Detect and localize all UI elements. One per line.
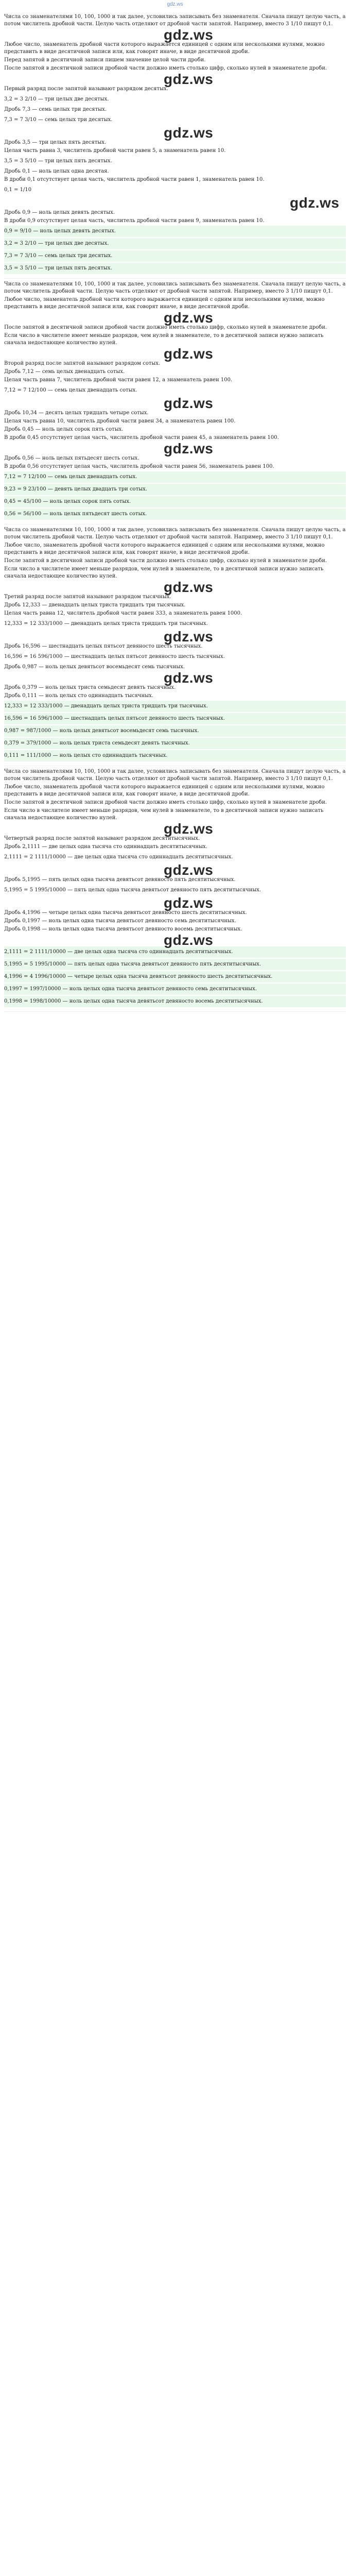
- equation-line: 0,111 = 111/1000 — ноль целых сто одиннадцать тысячных.: [4, 750, 346, 761]
- section-tenths: [4, 11, 346, 279]
- paragraph: Целая часть равна 10, числитель дробной части равен 34, а знаменатель равен 100.: [4, 418, 236, 424]
- paragraph: Целая часть равна 12, числитель дробной части равен 333, а знаменатель равен 1000.: [4, 611, 242, 616]
- paragraph: Числа со знаменателями 10, 100, 1000 и так далее, условились записывать без знаменателя. Сначала пишут целую часть, а потом числитель дробной части. Целую часть отделяют от дробной части запятой. Например, вместо 3 1/10 пишут 0,1.: [4, 769, 346, 782]
- equation-line: 0,987 = 987/1000 — ноль целых девятьсот восемьдесят семь тысячных.: [4, 725, 346, 737]
- equation-line: 0,1998 = 1998/10000 — ноль целых одна тысяча девятьсот девяносто восемь десятитысячных.: [4, 996, 346, 1007]
- equation-line: 16,596 = 16 596/1000 — шестнадцать целых пятьсот девяносто шесть тысячных.: [4, 654, 225, 659]
- paragraph: Если число в числителе имеет меньше разрядов, чем нулей в знаменателе, то в десятичной записи нужно записать сначала недостающее количество нулей.: [4, 333, 324, 346]
- watermark: gdz.ws: [164, 71, 214, 87]
- equation-line: 0,56 = 56/100 — ноль целых пятьдесят шесть сотых.: [4, 509, 346, 520]
- watermark: gdz.ws: [164, 670, 214, 686]
- paragraph: Числа со знаменателями 10, 100, 1000 и так далее, условились записывать без знаменателя. Сначала пишут целую часть, а потом числитель дробной части. Целую часть отделяют от дробной части запятой. Например, вместо 3 1/10 пишут 0,1.: [4, 14, 346, 27]
- top-link[interactable]: gdz.ws: [167, 2, 183, 7]
- paragraph: Любое число, знаменатель дробной части которого выражается единицей с одним или несколькими нулями, можно представить в виде десятичной записи или, как говорят иначе, в виде десятичной дроби.: [4, 42, 325, 55]
- paragraph: Если число в числителе имеет меньше разрядов, чем нулей в знаменателе, то в десятичной записи нужно записать сначала недостающее количество нулей.: [4, 808, 324, 821]
- equation-line: 16,596 = 16 596/1000 — шестнадцать целых пятьсот девяносто шесть тысячных.: [4, 713, 346, 724]
- watermark: gdz.ws: [164, 125, 214, 141]
- equation-line: 0,379 = 379/1000 — ноль целых триста семьдесят девять тысячных.: [4, 738, 346, 749]
- watermark: gdz.ws: [164, 932, 214, 948]
- page: [0, 0, 350, 1015]
- paragraph: Дробь 0,987 — ноль целых девятьсот восемьдесят семь тысячных.: [4, 664, 185, 670]
- paragraph: После запятой в десятичной записи дробной части должно иметь столько цифр, сколько нулей в знаменателе дроби.: [4, 65, 327, 71]
- paragraph: Третий разряд после запятой называют разрядом тысячных.: [4, 594, 171, 600]
- equation-line: 7,3 = 7 3/10 — семь целых три десятых.: [4, 250, 346, 262]
- section-ten-thousandths: [4, 766, 346, 1012]
- watermark: gdz.ws: [164, 821, 214, 837]
- equation-line: 7,12 = 7 12/100 — семь целых двенадцать сотых.: [4, 471, 346, 483]
- paragraph: В дроби 0,45 отсутствует целая часть, числитель дробной части равен 45, а знаменатель равен 100.: [4, 435, 279, 440]
- equation-line: 3,2 = 3 2/10 — три целых две десятых.: [4, 96, 109, 102]
- equation-line: 4,1996 = 4 1996/10000 — четыре целых одна тысяча девятьсот девяносто шесть десятитысячных.: [4, 971, 346, 982]
- paragraph: Четвертый разряд после запятой называют разрядом десятитысячных.: [4, 836, 200, 841]
- equation-line: 0,9 = 9/10 — ноль целых девять десятых.: [4, 226, 346, 237]
- equation-line: 0,1 = 1/10: [4, 187, 32, 193]
- paragraph: Дробь 16,596 — шестнадцать целых пятьсот девяносто шесть тысячных.: [4, 643, 203, 649]
- equation-line: 3,5 = 3 5/10 — три целых пять десятых.: [4, 158, 112, 164]
- paragraph: Дробь 0,56 — ноль целых пятьдесят шесть сотых.: [4, 455, 139, 461]
- watermark: gdz.ws: [164, 862, 214, 878]
- paragraph: Дробь 0,1998 — ноль целых одна тысяча девятьсот девяносто восемь десятитысячных.: [4, 926, 242, 932]
- paragraph: Второй разряд после запятой называют разрядом сотых.: [4, 361, 161, 366]
- paragraph: Дробь 3,5 — три целых пять десятых.: [4, 140, 107, 145]
- watermark: gdz.ws: [164, 895, 214, 911]
- paragraph: Любое число, знаменатель дробной части которого выражается единицей с одним или несколькими нулями, можно представить в виде десятичной записи или, как говорят иначе, в виде десятичной дроби.: [4, 784, 325, 797]
- watermark: gdz.ws: [290, 195, 340, 211]
- watermark: gdz.ws: [164, 579, 214, 595]
- equation-line: 7,3 = 7 3/10 — семь целых три десятых.: [4, 117, 113, 123]
- paragraph: Целая часть равна 3, числитель дробной части равен 5, а знаменатель равен 10.: [4, 148, 226, 154]
- equation-line: 9,23 = 9 23/100 — девять целых двадцать три сотых.: [4, 484, 346, 495]
- equation-line: 2,1111 = 2 1111/10000 — две целых одна тысяча сто одиннадцать десятитысячных.: [4, 854, 233, 860]
- equation-line: 7,12 = 7 12/100 — семь целых двенадцать сотых.: [4, 387, 137, 393]
- paragraph: В дроби 0,9 отсутствует целая часть, числитель дробной части равен 9, знаменатель равен 10.: [4, 218, 265, 224]
- equation-line: 0,1997 = 1997/10000 — ноль целых одна тысяча девятьсот девяносто семь десятитысячных.: [4, 984, 346, 995]
- paragraph: Дробь 7,12 — семь целых двенадцать сотых.: [4, 369, 125, 375]
- section-hundredths: [4, 279, 346, 524]
- watermark: gdz.ws: [164, 310, 214, 326]
- paragraph: Первый разряд после запятой называют разрядом десятых.: [4, 86, 168, 92]
- paragraph: Дробь 0,9 — ноль целых девять десятых.: [4, 210, 115, 215]
- paragraph: В дроби 0,56 отсутствует целая часть, числитель дробной части равен 56, знаменатель равен 100.: [4, 464, 274, 469]
- paragraph: Любое число, знаменатель дробной части которого выражается единицей с одним или несколькими нулями, можно представить в виде десятичной записи или, как говорят иначе, в виде десятичной дроби.: [4, 297, 325, 310]
- paragraph: Дробь 10,34 — десять целых тридцать четыре сотых.: [4, 410, 149, 416]
- paragraph: Дробь 0,1 — ноль целых одна десятая.: [4, 168, 109, 174]
- paragraph: Перед запятой в десятичной записи пишем значение целой части дроби.: [4, 57, 206, 63]
- paragraph: Дробь 0,1997 — ноль целых одна тысяча девятьсот девяносто семь десятитысячных.: [4, 918, 236, 924]
- equation-line: 12,333 = 12 333/1000 — двенадцать целых триста тридцать три тысячных.: [4, 621, 208, 626]
- paragraph: Числа со знаменателями 10, 100, 1000 и так далее, условились записывать без знаменателя. Сначала пишут целую часть, а потом числитель дробной части. Целую часть отделяют от дробной части запятой. Например, вместо 3 1/10 пишут 0,1.: [4, 281, 346, 294]
- paragraph: Числа со знаменателями 10, 100, 1000 и так далее, условились записывать без знаменателя. Сначала пишут целую часть, а потом числитель дробной части. Целую часть отделяют от дробной части запятой. Например, вместо 3 1/10 пишут 0,1.: [4, 527, 346, 540]
- paragraph: После запятой в десятичной записи дробной части должно иметь столько цифр, сколько нулей в знаменателе дроби.: [4, 800, 327, 805]
- paragraph: Дробь 5,1995 — пять целых одна тысяча девятьсот девяносто пять десятитысячных.: [4, 877, 236, 883]
- watermark: gdz.ws: [164, 629, 214, 645]
- paragraph: После запятой в десятичной записи дробной части должно иметь столько цифр, сколько нулей в знаменателе дроби.: [4, 558, 327, 564]
- equation-line: 2,1111 = 2 1111/10000 — две целых одна тысяча сто одиннадцать десятитысячных.: [4, 946, 346, 958]
- paragraph: Если число в числителе имеет меньше разрядов, чем нулей в знаменателе, то в десятичной записи нужно записать сначала недостающее количество нулей.: [4, 566, 324, 579]
- paragraph: Дробь 0,111 — ноль целых сто одиннадцать тысячных.: [4, 693, 153, 699]
- watermark: gdz.ws: [164, 395, 214, 411]
- section-thousandths: [4, 524, 346, 766]
- equation-line: 5,1995 = 5 1995/10000 — пять целых одна тысяча девятьсот девяносто пять десятитысячных.: [4, 959, 346, 970]
- paragraph: В дроби 0,1 отсутствует целая часть, числитель дробной части равен 1, знаменатель равен 10.: [4, 177, 265, 182]
- watermark: gdz.ws: [164, 346, 214, 362]
- equation-line: 0,45 = 45/100 — ноль целых сорок пять сотых.: [4, 496, 346, 507]
- watermark: gdz.ws: [164, 27, 214, 43]
- paragraph: После запятой в десятичной записи дробной части должно иметь столько цифр, сколько нулей в знаменателе дроби.: [4, 325, 327, 330]
- paragraph: Целая часть равна 7, числитель дробной части равен 12, а знаменатель равен 100.: [4, 377, 233, 383]
- paragraph: Любое число, знаменатель дробной части которого выражается единицей с одним или несколькими нулями, можно представить в виде десятичной записи или, как говорят иначе, в виде десятичной дроби.: [4, 543, 325, 555]
- watermark: gdz.ws: [164, 440, 214, 456]
- paragraph: Дробь 0,379 — ноль целых триста семьдесят девять тысячных.: [4, 685, 176, 690]
- paragraph: Дробь 2,1111 — две целых одна тысяча сто одиннадцать десятитысячных.: [4, 844, 207, 850]
- paragraph: Дробь 7,3 — семь целых три десятых.: [4, 107, 107, 112]
- paragraph: Дробь 12,333 — двенадцать целых триста тридцать три тысячных.: [4, 602, 186, 608]
- equation-line: 5,1995 = 5 1995/10000 — пять целых одна тысяча девятьсот девяносто пять десятитысячных.: [4, 887, 261, 893]
- paragraph: Дробь 4,1996 — четыре целых одна тысяча девятьсот девяносто шесть десятитысячных.: [4, 910, 247, 916]
- equation-line: 3,5 = 3 5/10 — три целых пять десятых.: [4, 263, 346, 274]
- paragraph: Дробь 0,45 — ноль целых сорок пять сотых.: [4, 427, 124, 432]
- equation-line: 3,2 = 3 2/10 — три целых две десятых.: [4, 238, 346, 249]
- equation-line: 12,333 = 12 333/1000 — двенадцать целых триста тридцать три тысячных.: [4, 701, 346, 712]
